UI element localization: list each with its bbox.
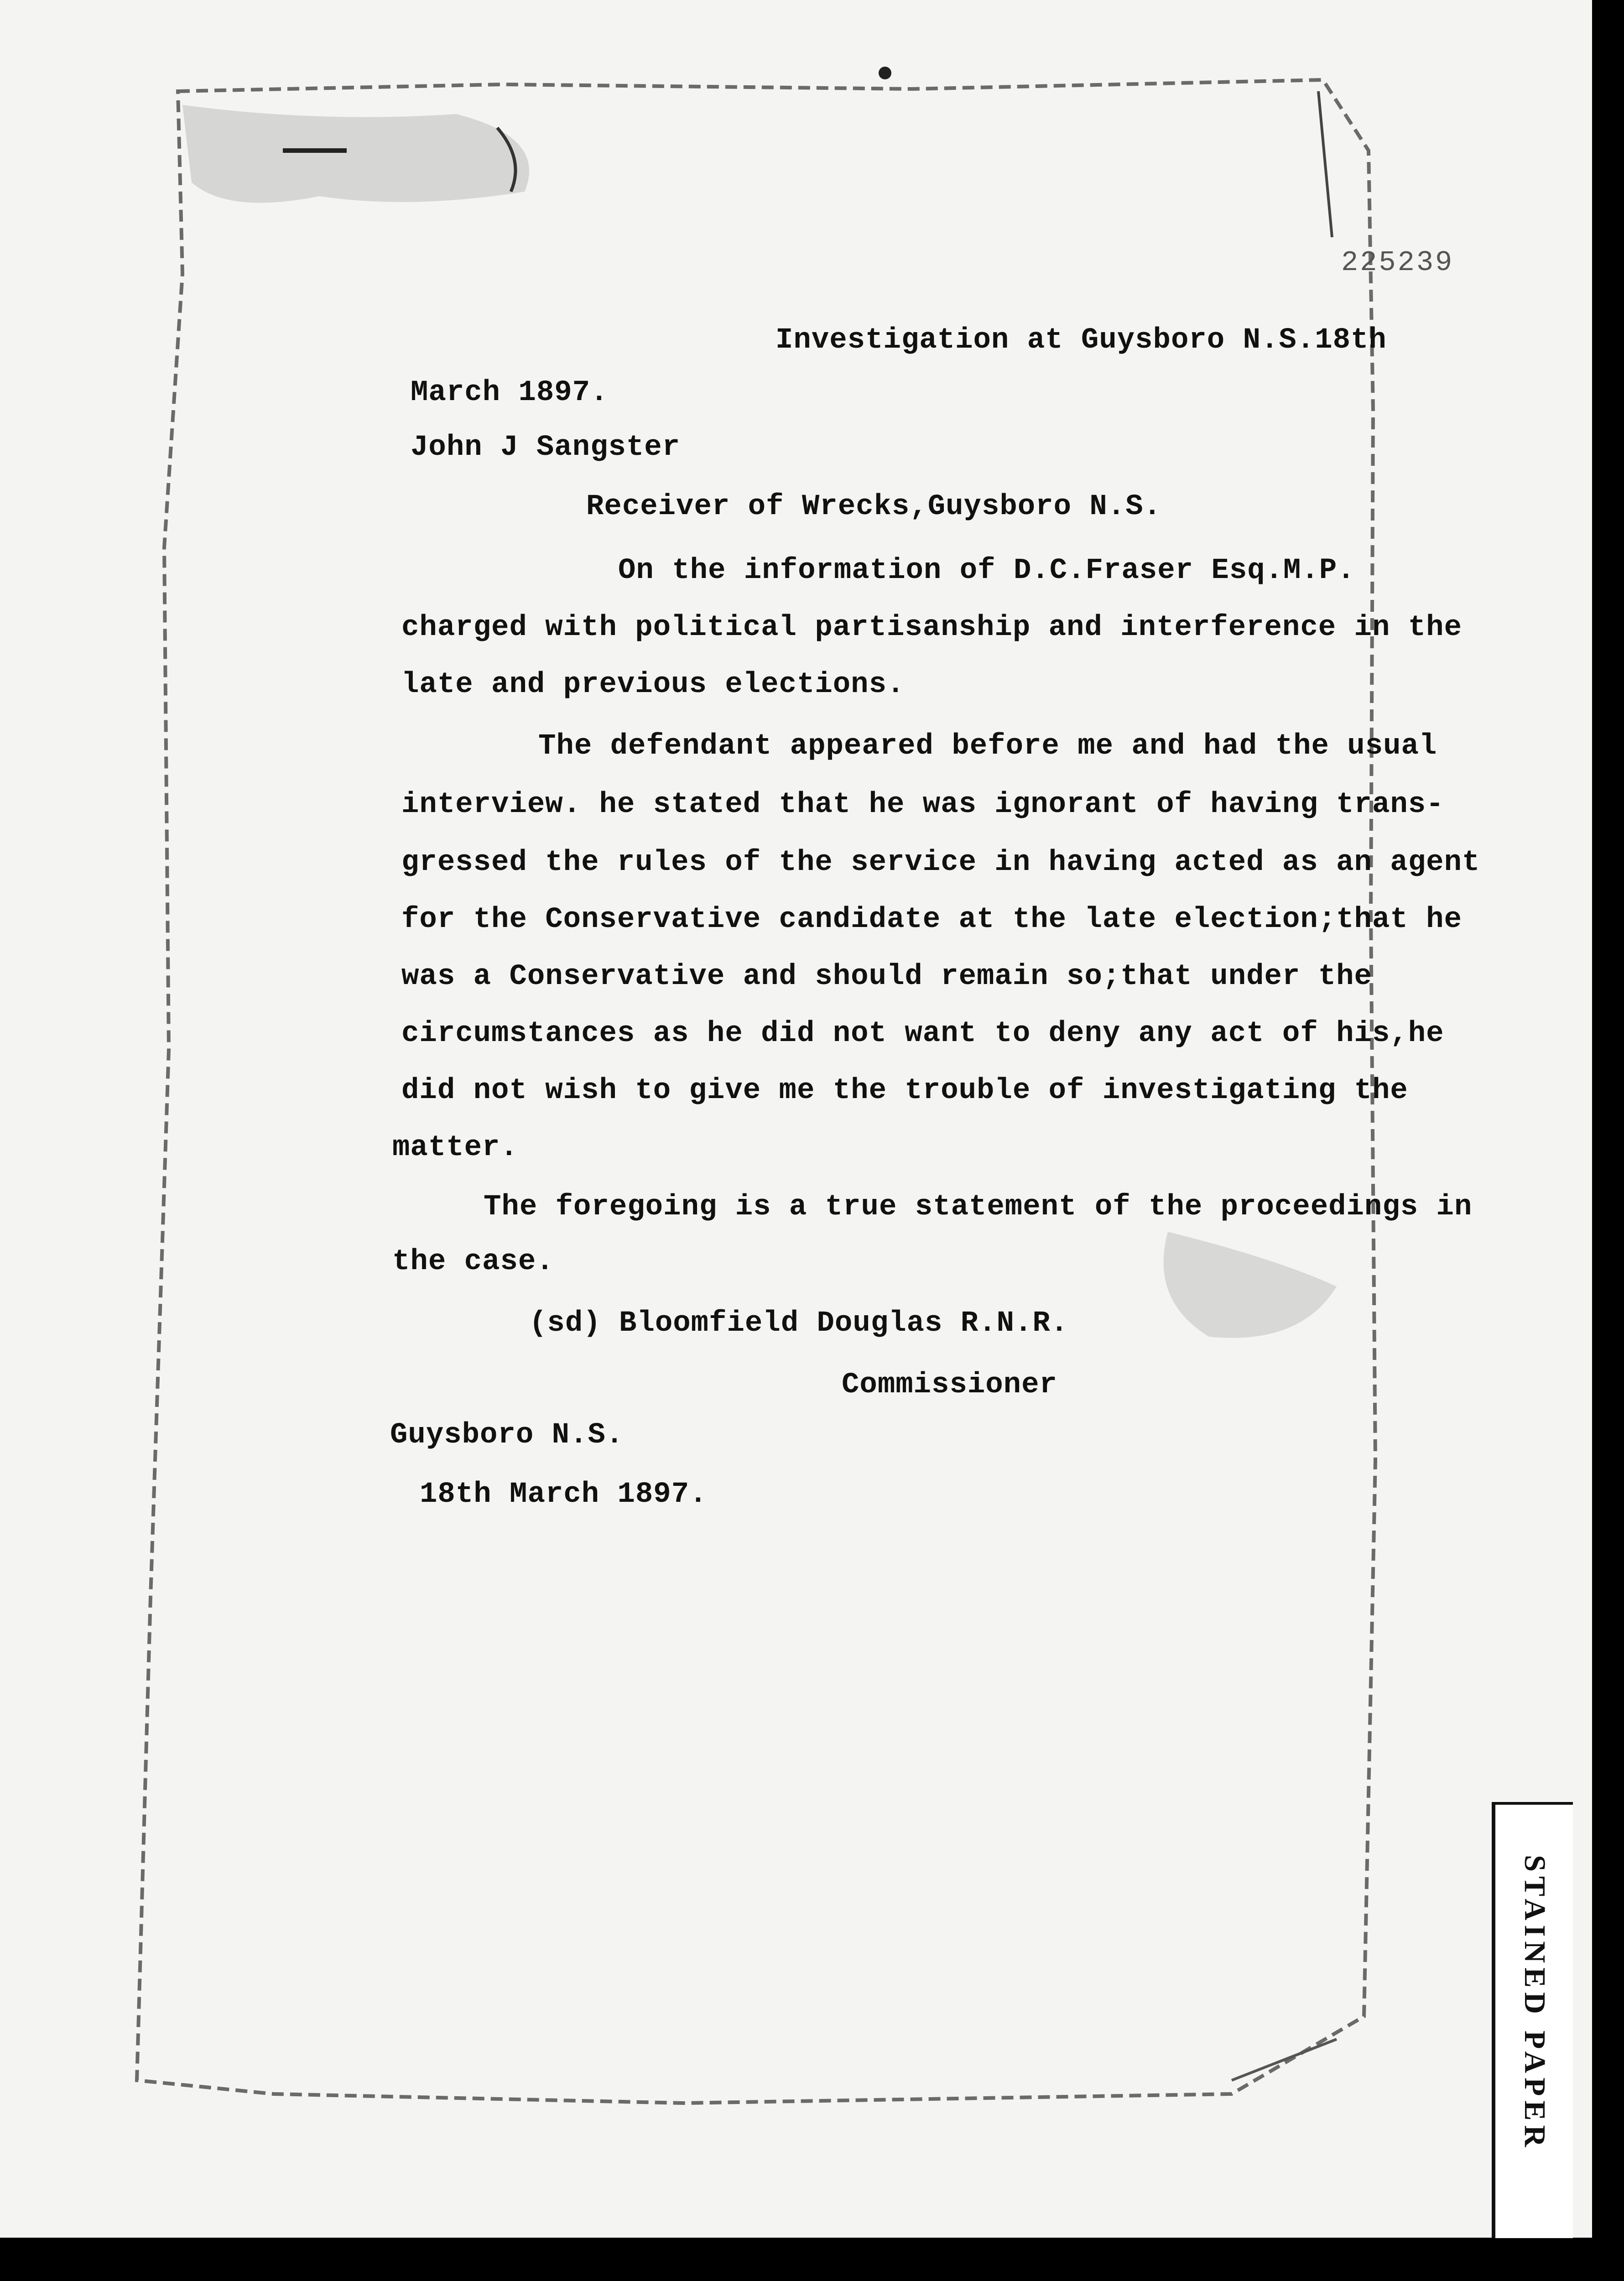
doc-line-commissioner: Commissioner: [842, 1369, 1057, 1401]
doc-line-interview: interview. he stated that he was ignorant of having trans-: [401, 788, 1444, 821]
doc-line-matter: matter.: [392, 1131, 518, 1164]
doc-line-case: the case.: [392, 1245, 554, 1278]
doc-line-place: Guysboro N.S.: [390, 1419, 624, 1452]
doc-line-foregoing: The foregoing is a true statement of the proceedings in: [484, 1191, 1473, 1224]
doc-line-closing-date: 18th March 1897.: [420, 1478, 708, 1511]
doc-line-defendant: The defendant appeared before me and had the usual: [538, 730, 1437, 763]
stained-paper-stamp: [1492, 1802, 1573, 2238]
doc-line-charge: charged with political partisanship and interference in the: [401, 611, 1462, 644]
doc-line-circumstances: circumstances as he did not want to deny any act of his,he: [401, 1017, 1444, 1050]
doc-line-position: Receiver of Wrecks,Guysboro N.S.: [586, 490, 1161, 523]
doc-line-transgressed: gressed the rules of the service in having acted as an agent: [401, 846, 1480, 879]
doc-line-heading: Investigation at Guysboro N.S.18th: [776, 324, 1387, 357]
doc-line-signature: (sd) Bloomfield Douglas R.N.R.: [529, 1307, 1069, 1340]
doc-line-elections: late and previous elections.: [401, 668, 905, 701]
doc-line-candidate: for the Conservative candidate at the late election;that he: [401, 903, 1462, 936]
doc-line-date: March 1897.: [411, 376, 609, 409]
reference-number: 225239: [1341, 246, 1454, 279]
doc-line-information: On the information of D.C.Fraser Esq.M.P.: [618, 554, 1355, 587]
doc-line-name: John J Sangster: [411, 431, 681, 464]
stamp-text: STAINED PAPER: [1518, 1855, 1551, 2152]
doc-line-trouble: did not wish to give me the trouble of investigating the: [401, 1074, 1408, 1107]
doc-line-conservative: was a Conservative and should remain so;that under the: [401, 960, 1372, 993]
